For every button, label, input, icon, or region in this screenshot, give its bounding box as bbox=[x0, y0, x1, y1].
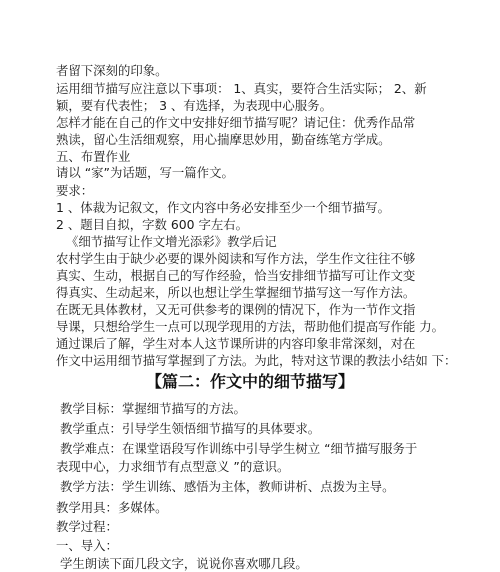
text-line: 《细节描写让作文增光添彩》教学后记 bbox=[66, 234, 277, 249]
section-heading: 【篇二：作文中的细节描写】 bbox=[145, 372, 354, 391]
text-line: 教学目标：掌握细节描写的方法。 bbox=[60, 401, 246, 416]
text-line: 教学重点：引导学生领悟细节描写的具体要求。 bbox=[60, 421, 321, 436]
text-line: 教学难点：在课堂语段写作训练中引导学生树立 “细节描写服务于 bbox=[60, 441, 418, 456]
text-line: 农村学生由于缺少必要的课外阅读和写作方法，学生作文往往不够 bbox=[56, 251, 416, 266]
text-line: 教学用具：多媒体。 bbox=[56, 500, 168, 515]
text-line: 熟读，留心生活细观察，用心揣摩思妙用，勤奋练笔方学成。 bbox=[56, 132, 391, 147]
text-line: 作文中运用细节描写掌握到了方法。为此，特对这节课的教法小结如 下： bbox=[56, 353, 456, 368]
text-line: 者留下深刻的印象。 bbox=[56, 63, 168, 78]
text-line: 五、布置作业 bbox=[56, 149, 131, 164]
text-line: 学生朗读下面几段文字，说说你喜欢哪几段。 bbox=[60, 556, 308, 571]
text-line: 1 、体裁为记叙文，作文内容中务必安排至少一个细节描写。 bbox=[56, 200, 390, 215]
text-line: 要求： bbox=[56, 183, 94, 198]
text-line: 运用细节描写应注意以下事项： 1、真实，要符合生活实际； 2、新 bbox=[56, 81, 427, 96]
text-line: 颖，要有代表性； 3 、有选择，为表现中心服务。 bbox=[56, 98, 332, 113]
text-line: 教学过程： bbox=[56, 519, 118, 534]
text-line: 请以 “家”为话题，写一篇作文。 bbox=[56, 165, 234, 180]
text-line: 在既无具体教材，又无可供参考的课例的情况下，作为一节作文指 bbox=[56, 302, 416, 317]
text-line: 通过课后了解，学生对本人这节课所讲的内容印象非常深刻，对在 bbox=[56, 336, 416, 351]
text-line: 2 、题目自拟，字数 600 字左右。 bbox=[56, 217, 249, 232]
text-line: 真实、生动，根据自己的写作经验，恰当安排细节描写可让作文变 bbox=[56, 268, 416, 283]
text-line: 一、导入： bbox=[56, 538, 118, 553]
text-line: 怎样才能在自己的作文中安排好细节描写呢？请记住：优秀作品常 bbox=[56, 115, 416, 130]
text-line: 表现中心，力求细节有点型意义 ”的意识。 bbox=[56, 459, 290, 474]
text-line: 导课，只想给学生一点可以现学现用的方法，帮助他们提高写作能 力。 bbox=[56, 319, 445, 334]
text-line: 教学方法：学生训练、感悟为主体，教师讲析、点拨为主导。 bbox=[60, 479, 395, 494]
text-line: 得真实、生动起来，所以也想让学生掌握细节描写这一写作方法。 bbox=[56, 285, 416, 300]
